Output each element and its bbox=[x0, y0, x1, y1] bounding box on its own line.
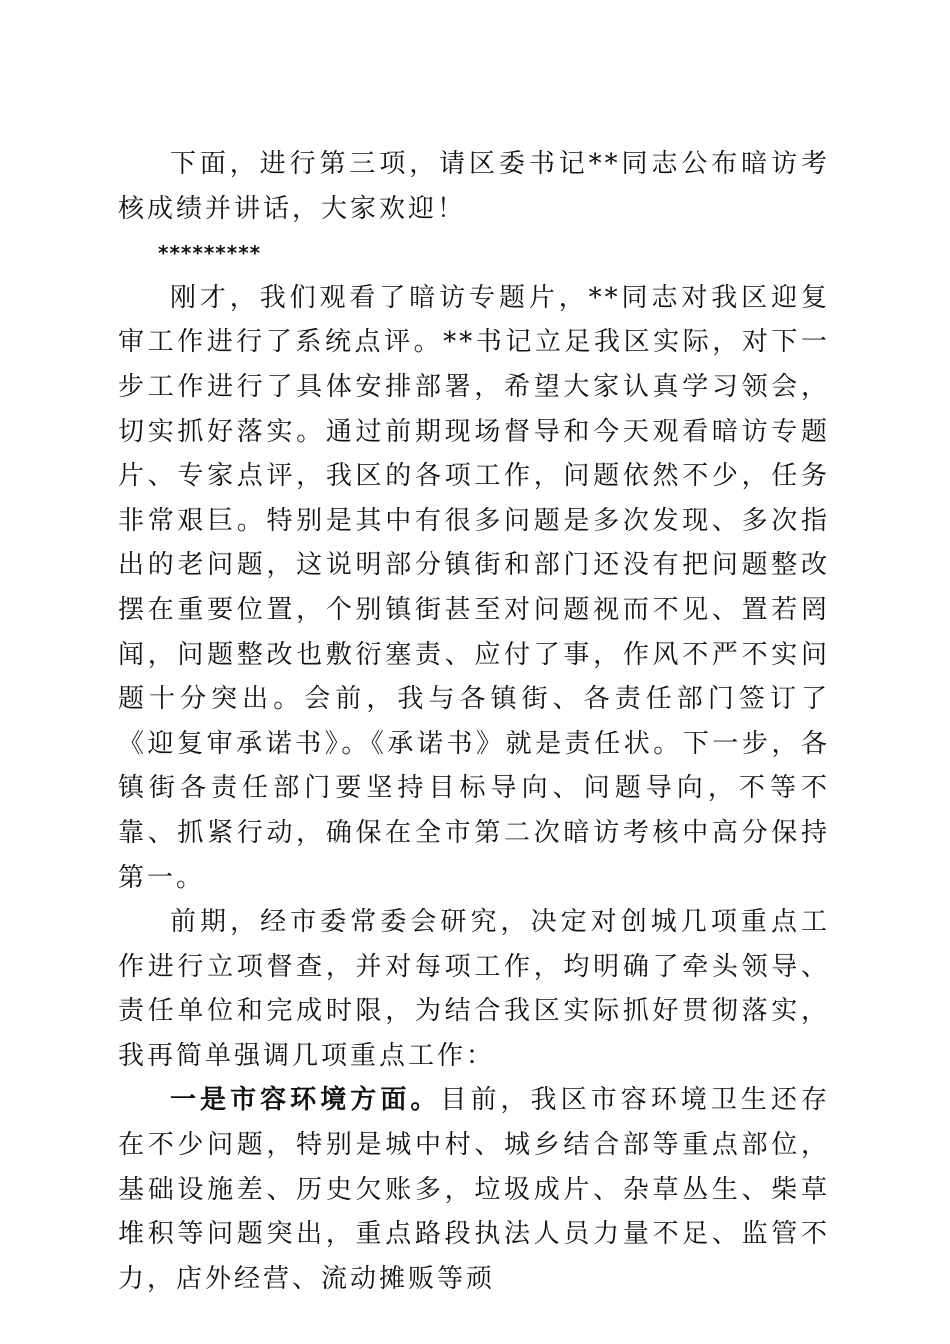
section-separator: ********* bbox=[158, 241, 262, 266]
document-body bbox=[118, 142, 830, 1301]
paragraph-lead-heading: 一是市容环境方面。 bbox=[170, 1085, 441, 1116]
paragraph-announcement: 下面，进行第三项，请区委书记**同志公布暗访考核成绩并讲话，大家欢迎！ bbox=[118, 149, 830, 224]
paragraph-review-summary: 刚才，我们观看了暗访专题片，**同志对我区迎复审工作进行了系统点评。**书记立足我区实际，对下一步工作进行了具体安排部署，希望大家认真学习领会，切实抓好落实。通过前期现场督导和今天观看暗访专题片、专家点评，我区的各项工作，问题依然不少，任务非常艰巨。特别是其中有很多问题是多次发现、多次指出的老问题，这说明部分镇街和部门还没有把问题整改摆在重要位置，个别镇街甚至对问题视而不见、置若罔闻，问题整改也敷衍塞责、应付了事，作风不严不实问题十分突出。会前，我与各镇街、各责任部门签订了《迎复审承诺书》。《承诺书》就是责任状。下一步，各镇街各责任部门要坚持目标导向、问题导向，不等不靠、抓紧行动，确保在全市第二次暗访考核中高分保持第一。 bbox=[118, 282, 830, 893]
paragraph-key-work-intro: 前期，经市委常委会研究，决定对创城几项重点工作进行立项督查，并对每项工作，均明确了牵头领导、责任单位和完成时限，为结合我区实际抓好贯彻落实，我再简单强调几项重点工作： bbox=[118, 907, 830, 1071]
paragraph-city-appearance-text: 目前，我区市容环境卫生还存在不少问题，特别是城中村、城乡结合部等重点部位，基础设施差、历史欠账多，垃圾成片、杂草丛生、柴草堆积等问题突出，重点路段执法人员力量不足、监管不力，店外经营、流动摊贩等顽 bbox=[118, 1085, 830, 1294]
paragraph-city-appearance bbox=[118, 1078, 830, 1301]
